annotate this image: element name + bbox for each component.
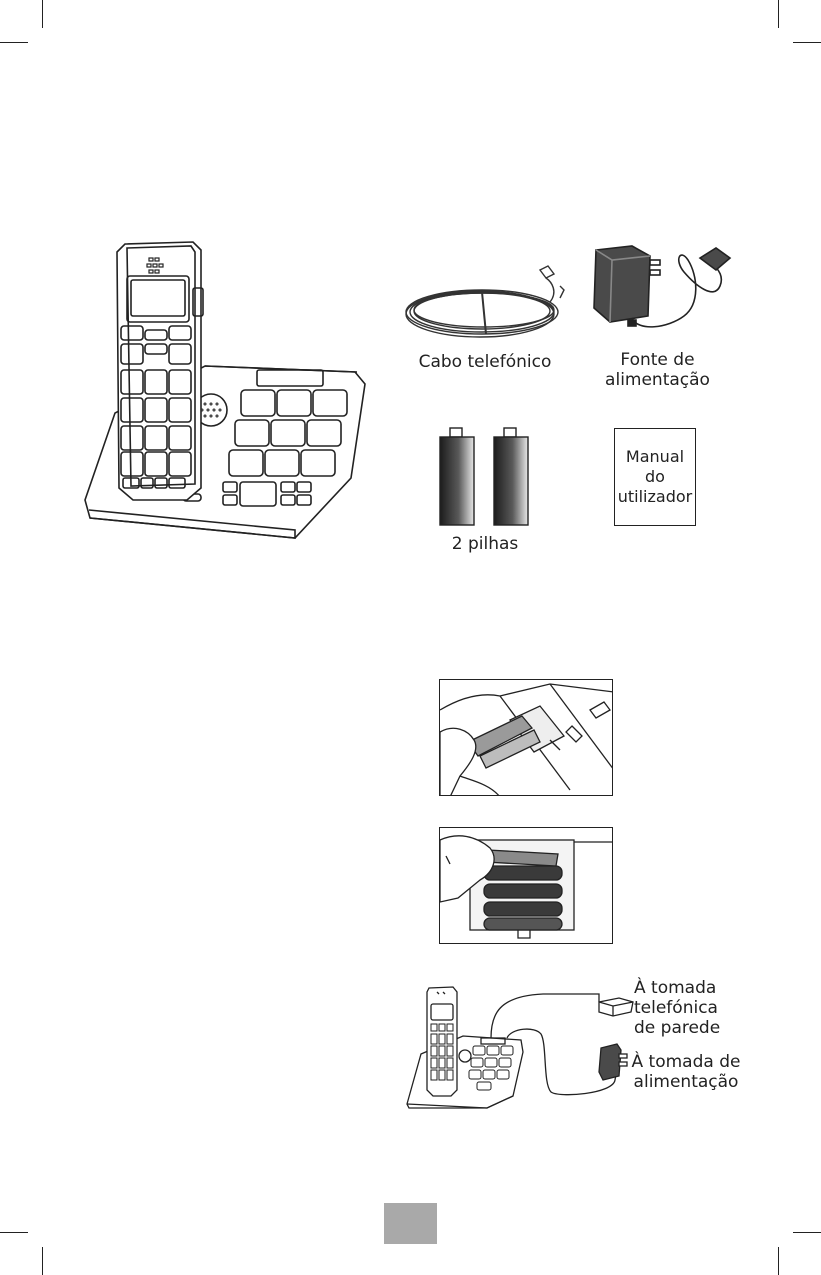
cable-label: Cabo telefónico [418,352,552,372]
manual-label-line2: do [645,467,665,486]
adapter-label-line2: alimentação [605,370,710,390]
phone-cable-icon [400,262,570,352]
power-outlet-label-line2: alimentação [633,1072,739,1092]
crop-mark [778,0,779,28]
crop-mark [42,0,43,28]
user-manual-icon [614,428,696,526]
adapter-label-line1: Fonte de [620,350,695,370]
crop-mark [42,1247,43,1275]
manual-label-line1: Manual [625,447,685,466]
page-number-tab [384,1203,437,1244]
wall-jack-label-line2: telefónica [634,998,718,1018]
wall-jack-label [634,978,724,1038]
wall-jack-label-line3: de parede [634,1018,721,1038]
power-adapter-icon [588,236,738,336]
crop-mark [778,1247,779,1275]
crop-mark [0,1232,28,1233]
wall-jack-label-line1: À tomada [634,978,717,998]
battery-install-base-image [439,827,613,944]
battery-install-handset-image [439,679,613,796]
adapter-label [595,350,720,390]
battery-install-handset-drawing [440,680,613,796]
manual-label-line3: utilizador [617,487,693,506]
cordless-phone-icon [75,238,375,543]
battery-install-base-drawing [440,828,613,944]
batteries-label: 2 pilhas [451,534,519,554]
manual-label [615,447,695,507]
connection-diagram-icon [403,984,643,1110]
crop-mark [0,42,28,43]
batteries-icon [436,425,536,527]
crop-mark [793,42,821,43]
crop-mark [793,1232,821,1233]
power-outlet-label [630,1052,742,1092]
power-outlet-label-line1: À tomada de [631,1052,741,1072]
